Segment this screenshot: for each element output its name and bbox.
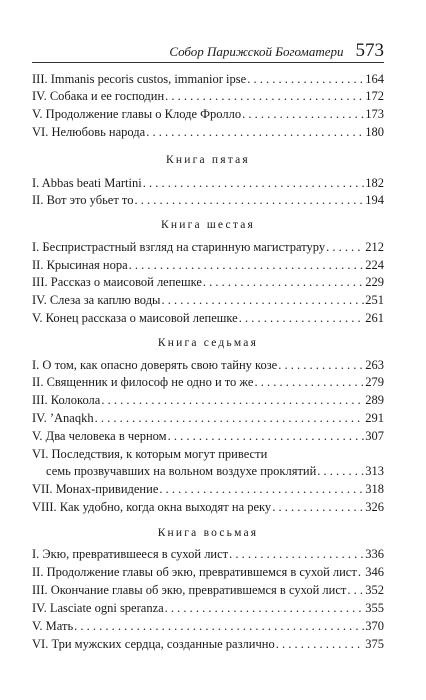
toc-leader-dots (74, 618, 364, 634)
toc-entry-title: III. Immanis pecoris custos, immanior ipse (32, 72, 247, 86)
toc-entry-page: 173 (365, 107, 384, 121)
toc-leader-dots (101, 392, 364, 408)
toc-entry-page: 212 (365, 240, 384, 254)
toc-entry (32, 274, 384, 290)
toc-leader-dots (347, 582, 364, 598)
toc-entry-title: VIII. Как удобно, когда окна выходят на реку (32, 500, 272, 514)
toc-entry-page: 370 (365, 619, 384, 633)
toc-entry (32, 499, 384, 515)
toc-entry-title: VI. Последствия, к которым могут привести (32, 447, 268, 461)
toc-leader-dots (168, 428, 365, 444)
toc-entry (32, 106, 384, 122)
toc-leader-dots (239, 310, 365, 326)
toc-entry-title-continued: семь прозвучавших на вольном воздухе проклятий (46, 464, 317, 478)
toc-leader-dots (278, 357, 364, 373)
toc-entry-page: 307 (365, 429, 384, 443)
toc-entry-title: IV. Собака и ее господин (32, 89, 165, 103)
book-heading: Книга восьмая (157, 527, 259, 539)
toc-leader-dots (254, 374, 364, 390)
toc-entry-page: 224 (365, 258, 384, 272)
toc-entry-title: V. Продолжение главы о Клоде Фролло (32, 107, 242, 121)
toc-entry-page: 263 (365, 358, 384, 372)
toc-entry-page: 194 (365, 193, 384, 207)
toc-leader-dots (358, 564, 364, 580)
toc-leader-dots (247, 71, 364, 87)
toc-entry-title: V. Мать (32, 619, 74, 633)
toc-entry-page: 375 (365, 637, 384, 651)
toc-entry (32, 239, 384, 255)
toc-entry (32, 636, 384, 652)
toc-entry-title: VI. Нелюбовь народа (32, 125, 146, 139)
toc-entry (32, 71, 384, 87)
toc-entry-title: V. Два человека в черном (32, 429, 167, 443)
toc-leader-dots (203, 274, 364, 290)
book-heading: Книга шестая (161, 219, 255, 231)
toc-entry-page: 172 (365, 89, 384, 103)
toc-leader-dots (134, 192, 364, 208)
toc-entry (32, 292, 384, 308)
toc-entry (32, 463, 384, 479)
toc-entry (32, 357, 384, 373)
toc-entry-title: IV. Lasciate ogni speranza (32, 601, 164, 615)
toc-entry-title: II. Вот это убьет то (32, 193, 134, 207)
toc-entry-page: 326 (365, 500, 384, 514)
toc-leader-dots (272, 499, 364, 515)
toc-leader-dots (143, 175, 365, 191)
toc-entry-title: II. Крысиная нора (32, 258, 128, 272)
book-heading: Книга пятая (166, 154, 250, 166)
toc-entry (32, 192, 384, 208)
toc-entry (32, 410, 384, 426)
toc-entry-title: I. О том, как опасно доверять свою тайну козе (32, 358, 278, 372)
toc-entry-page: 229 (365, 275, 384, 289)
toc-entry-title: IV. ’Anaqkh (32, 411, 94, 425)
toc-entry-title: IV. Слеза за каплю воды (32, 293, 161, 307)
toc-entry-page: 180 (365, 125, 384, 139)
page-number: 573 (355, 40, 384, 61)
header-rule (32, 62, 384, 63)
toc-leader-dots (146, 124, 364, 140)
toc-entry-title: V. Конец рассказа о маисовой лепешке (32, 311, 238, 325)
toc-entry-title: III. Окончание главы об экю, превратившемся в сухой лист (32, 583, 347, 597)
toc-leader-dots (159, 481, 364, 497)
running-title: Собор Парижской Богоматери (169, 44, 344, 59)
toc-entry (32, 257, 384, 273)
toc-entry-page: 318 (365, 482, 384, 496)
toc-entry (32, 546, 384, 562)
toc-entry (32, 88, 384, 104)
toc-entry (32, 618, 384, 634)
toc-entry-page: 279 (365, 375, 384, 389)
toc-entry-title: II. Священник и философ не одно и то же (32, 375, 254, 389)
toc-leader-dots (165, 600, 365, 616)
toc-entry-page: 352 (365, 583, 384, 597)
toc-entry (32, 374, 384, 390)
toc-entry-title: I. Беспристрастный взгляд на старинную магистратуру (32, 240, 326, 254)
toc-entry-page: 251 (365, 293, 384, 307)
toc-entry-title: III. Колокола (32, 393, 101, 407)
toc-entry (32, 392, 384, 408)
toc-entry (32, 310, 384, 326)
toc-entry-page: 313 (365, 464, 384, 478)
toc-entry-page: 164 (365, 72, 384, 86)
toc-entry (32, 428, 384, 444)
running-head (42, 40, 384, 62)
toc-leader-dots (165, 88, 364, 104)
book-heading: Книга седьмая (157, 337, 259, 349)
toc-entry-page: 346 (365, 565, 384, 579)
toc-leader-dots (129, 257, 365, 273)
toc-entry-title: VI. Три мужских сердца, созданные различно (32, 637, 275, 651)
toc-entry-title: I. Экю, превратившееся в сухой лист (32, 547, 229, 561)
toc-entry-title: VII. Монах-привидение (32, 482, 159, 496)
toc-entry (32, 124, 384, 140)
toc-leader-dots (229, 546, 364, 562)
toc-entry-line1 (32, 446, 384, 462)
toc-entry-page: 336 (365, 547, 384, 561)
toc-entry-title: II. Продолжение главы об экю, превратившемся в сухой лист (32, 565, 357, 579)
toc-leader-dots (242, 106, 364, 122)
toc-entry (32, 582, 384, 598)
toc-entry-page: 291 (365, 411, 384, 425)
toc-entry (32, 481, 384, 497)
toc-entry-page: 261 (365, 311, 384, 325)
toc-leader-dots (161, 292, 364, 308)
toc-leader-dots (95, 410, 365, 426)
toc-leader-dots (276, 636, 365, 652)
toc-entry-page: 289 (365, 393, 384, 407)
toc-leader-dots (326, 239, 364, 255)
toc-entry-page: 355 (365, 601, 384, 615)
toc-entry-title: I. Abbas beati Martini (32, 176, 142, 190)
toc-entry (32, 564, 384, 580)
toc-entry-page: 182 (365, 176, 384, 190)
toc-entry (32, 175, 384, 191)
toc-entry (32, 600, 384, 616)
toc-entry-title: III. Рассказ о маисовой лепешке (32, 275, 202, 289)
toc-leader-dots (317, 463, 364, 479)
